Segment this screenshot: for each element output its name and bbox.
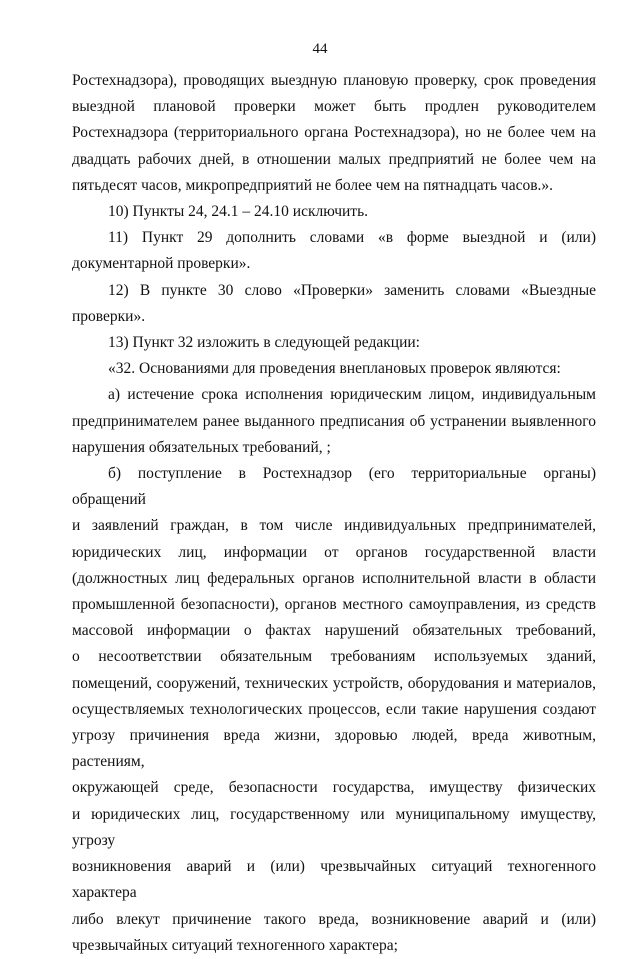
text-line: массовой информации о фактах нарушений обязательных требований, — [72, 622, 596, 640]
text-line: угрозу причинения вреда жизни, здоровью людей, вреда животным, растениям, — [72, 727, 596, 771]
text-line: окружающей среде, безопасности государства, имуществу физических — [72, 779, 596, 797]
text-line: Ростехнадзора (территориального органа Ростехнадзора), но не более чем на — [72, 124, 596, 142]
text-line: проверки». — [72, 307, 146, 325]
text-line: Ростехнадзора), проводящих выездную плановую проверку, срок проведения — [72, 72, 596, 89]
text-line: и юридических лиц, государственному или муниципальному имуществу, угрозу — [72, 805, 596, 849]
text-line: а) истечение срока исполнения юридическим лицом, индивидуальным — [108, 386, 596, 404]
text-line: нарушения обязательных требований, ; — [72, 438, 331, 456]
text-line: помещений, сооружений, технических устройств, оборудования и материалов, — [72, 674, 596, 692]
text-line: 13) Пункт 32 изложить в следующей редакции: — [108, 334, 420, 352]
text-line: документарной проверки». — [72, 255, 251, 273]
text-line: «32. Основаниями для проведения внеплановых проверок являются: — [108, 360, 561, 378]
document-body — [72, 68, 596, 959]
text-line: б) поступление в Ростехнадзор (его территориальные органы) обращений — [72, 465, 596, 509]
page-number: 44 — [312, 41, 328, 57]
text-line: осуществляемых технологических процессов, если такие нарушения создают — [72, 700, 596, 718]
text-line: 12) В пункте 30 слово «Проверки» заменить словами «Выездные — [108, 281, 596, 299]
text-line: чрезвычайных ситуаций техногенного характера; — [72, 936, 398, 954]
text-line: двадцать рабочих дней, в отношении малых предприятий не более чем на — [72, 150, 596, 168]
text-line: юридических лиц, информации от органов государственной власти — [72, 543, 596, 561]
text-line: о несоответствии обязательным требованиям используемых зданий, — [72, 648, 596, 666]
text-line: выездной плановой проверки может быть продлен руководителем — [72, 98, 596, 116]
text-line: 10) Пункты 24, 24.1 – 24.10 исключить. — [108, 203, 369, 221]
text-line: либо влекут причинение такого вреда, возникновение аварий и (или) — [72, 910, 596, 928]
text-line: промышленной безопасности), органов местного самоуправления, из средств — [72, 596, 596, 614]
text-line: возникновения аварий и (или) чрезвычайных ситуаций техногенного характера — [72, 858, 596, 902]
text-line: предпринимателем ранее выданного предписания об устранении выявленного — [72, 412, 596, 430]
text-line: пятьдесят часов, микропредприятий не более чем на пятнадцать часов.». — [72, 176, 554, 194]
text-line: (должностных лиц федеральных органов исполнительной власти в области — [72, 569, 596, 587]
text-line: и заявлений граждан, в том числе индивидуальных предпринимателей, — [72, 517, 596, 535]
text-line: 11) Пункт 29 дополнить словами «в форме выездной и (или) — [108, 229, 596, 247]
